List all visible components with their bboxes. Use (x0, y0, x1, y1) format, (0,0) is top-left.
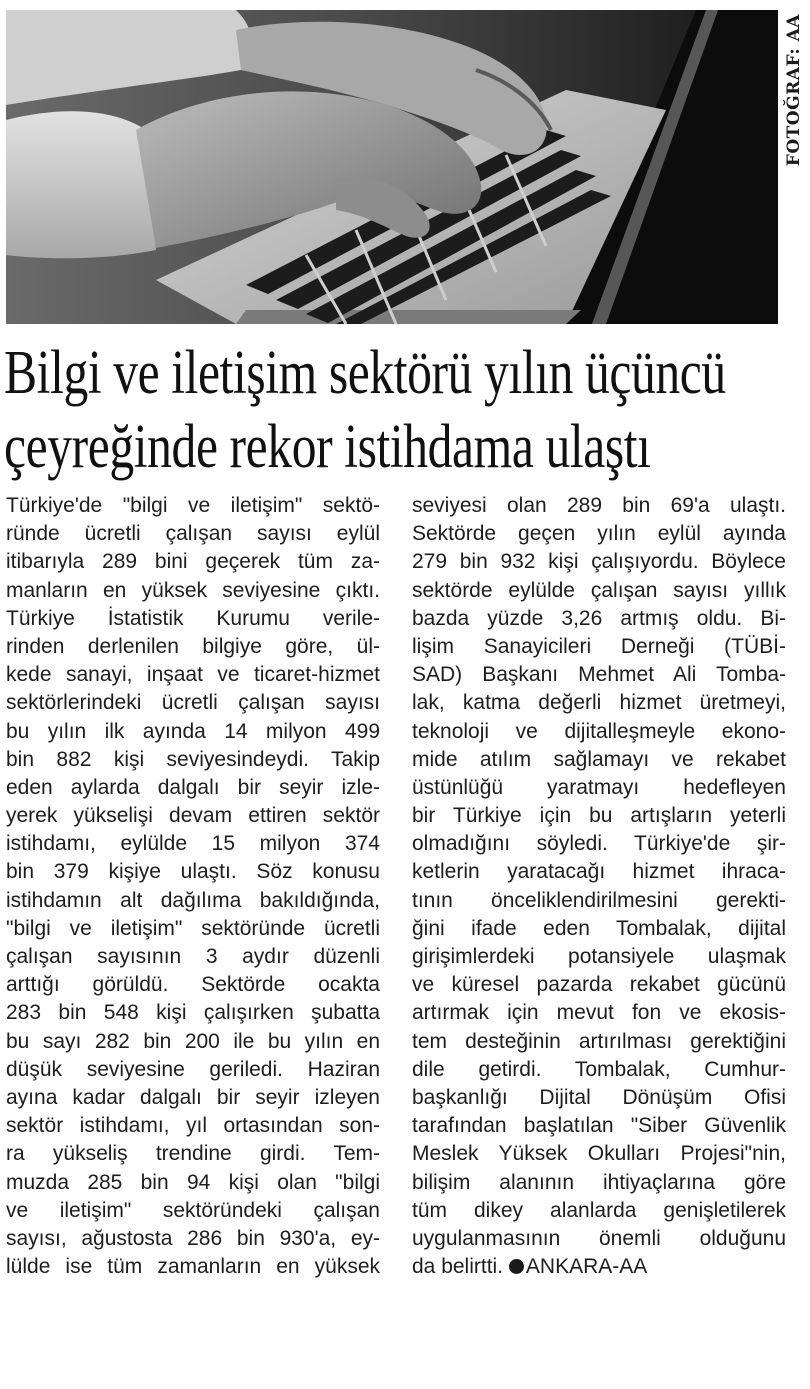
article-line: Meslek Yüksek Okulları Projesi"nin, (412, 1142, 786, 1166)
article-line: eden aylarda dalgalı bir seyir izle- (6, 775, 380, 799)
article-line: "bilgi ve iletişim" sektöründe ücretli (6, 916, 380, 940)
article-line: bu yılın ilk ayında 14 milyon 499 (6, 719, 380, 743)
article-line: manların en yüksek seviyesine çıktı. (6, 578, 380, 602)
article-line: artırmak için mevut fon ve ekosis- (412, 1001, 786, 1025)
article-line: arttığı görüldü. Sektörde ocakta (6, 973, 380, 997)
article-line: ayına kadar dalgalı bir seyir izleyen (6, 1085, 380, 1109)
article-line: uygulanmasının önemli olduğunu (412, 1226, 786, 1250)
article-line: ve küresel pazarda rekabet gücünü (412, 973, 786, 997)
article-line: dile getirdi. Tombalak, Cumhur- (412, 1057, 786, 1081)
article-closing-text: da belirtti. (412, 1255, 509, 1279)
article-line: rinden derlenilen bilgiye göre, ül- (6, 634, 380, 658)
article-line: 283 bin 548 kişi çalışırken şubatta (6, 1001, 380, 1025)
article-line: Sektörde geçen yılın eylül ayında (412, 522, 786, 546)
article-line: lülde ise tüm zamanların en yüksek (6, 1255, 380, 1279)
article-line: lişim Sanayicileri Derneği (TÜBİ- (412, 634, 786, 658)
article-line: sektörde eylülde çalışan sayısı yıllık (412, 578, 786, 602)
article-line: muzda 285 bin 94 kişi olan "bilgi (6, 1170, 380, 1194)
article-line: Türkiye'de "bilgi ve iletişim" sektö- (6, 494, 380, 517)
headline-line-1: Bilgi ve iletişim sektörü yılın üçüncü (4, 339, 726, 407)
article-line: olmadığını söyledi. Türkiye'de şir- (412, 832, 786, 856)
article-line: bilişim alanının ihtiyaçlarına göre (412, 1170, 786, 1194)
article-line: bir Türkiye için bu artışların yeterli (412, 804, 786, 828)
article-line: girişimlerdeki potansiyele ulaşmak (412, 945, 786, 968)
article-line: bin 882 kişi seviyesindeydi. Takip (6, 747, 380, 771)
article-line: bazda yüzde 3,26 artmış oldu. Bi- (412, 606, 786, 630)
article-line: ründe ücretli çalışan sayısı eylül (6, 522, 380, 546)
article-line: ra yükseliş trendine girdi. Tem- (6, 1142, 380, 1166)
article-line: sayısı, ağustosta 286 bin 930'a, ey- (6, 1226, 380, 1250)
article-line: tarafından başlatılan "Siber Güvenlik (412, 1114, 786, 1138)
photo-credit (782, 14, 806, 194)
article-line: seviyesi olan 289 bin 69'a ulaştı. (412, 494, 786, 517)
article-line: ğini ifade eden Tombalak, dijital (412, 916, 786, 940)
article-line: bin 379 kişiye ulaştı. Söz konusu (6, 860, 380, 884)
article-line: itibarıyla 289 bini geçerek tüm za- (6, 550, 380, 574)
article-line: yerek yükselişi devam ettiren sektör (6, 804, 380, 828)
article-line: sektörlerindeki ücretli çalışan sayısı (6, 691, 380, 715)
article-byline: ANKARA-AA (525, 1255, 648, 1279)
byline-bullet-icon (509, 1259, 524, 1274)
article-last-line (412, 1253, 786, 1281)
article-line: Türkiye İstatistik Kurumu verile- (6, 606, 380, 630)
article-line: üstünlüğü yaratmayı hedefleyen (412, 775, 786, 799)
article-line: 279 bin 932 kişi çalışıyordu. Böylece (412, 550, 786, 574)
article-line: lak, katma değerli hizmet üretmeyi, (412, 691, 786, 715)
article-line: teknoloji ve dijitalleşmeyle ekono- (412, 719, 786, 743)
article-line: mide atılım sağlamayı ve rekabet (412, 747, 786, 771)
article-line: SAD) Başkanı Mehmet Ali Tomba- (412, 663, 786, 687)
article-line: ve iletişim" sektöründeki çalışan (6, 1198, 380, 1222)
article-line: tının önceliklendirilmesini gerekti- (412, 888, 786, 912)
article-line: çalışan sayısının 3 aydır düzenli (6, 945, 380, 968)
article-column-right (412, 492, 786, 1382)
article-line: ketlerin yaratacağı hizmet ihraca- (412, 860, 786, 884)
headline-line-2: çeyreğinde rekor istihdama ulaştı (4, 413, 651, 481)
article-line: istihdamın alt dağılıma bakıldığında, (6, 888, 380, 912)
article-line: bu sayı 282 bin 200 ile bu yılın en (6, 1029, 380, 1053)
article-headline (4, 336, 806, 486)
article-line: tüm dikey alanlarda genişletilerek (412, 1198, 786, 1222)
article-line: istihdamı, eylülde 15 milyon 374 (6, 832, 380, 856)
article-line: başkanlığı Dijital Dönüşüm Ofisi (412, 1085, 786, 1109)
article-line: kede sanayi, inşaat ve ticaret-hizmet (6, 663, 380, 687)
photo-credit-text: FOTOĞRAF: AA (784, 14, 804, 167)
article-column-left (6, 492, 380, 1382)
article-line: sektör istihdamı, yıl ortasından son- (6, 1114, 380, 1138)
hands-typing-laptop-photo (6, 10, 778, 324)
article-line: düşük seviyesine geriledi. Haziran (6, 1057, 380, 1081)
article-photo (6, 10, 778, 324)
article-line: tem desteğinin artırılması gerektiğini (412, 1029, 786, 1053)
